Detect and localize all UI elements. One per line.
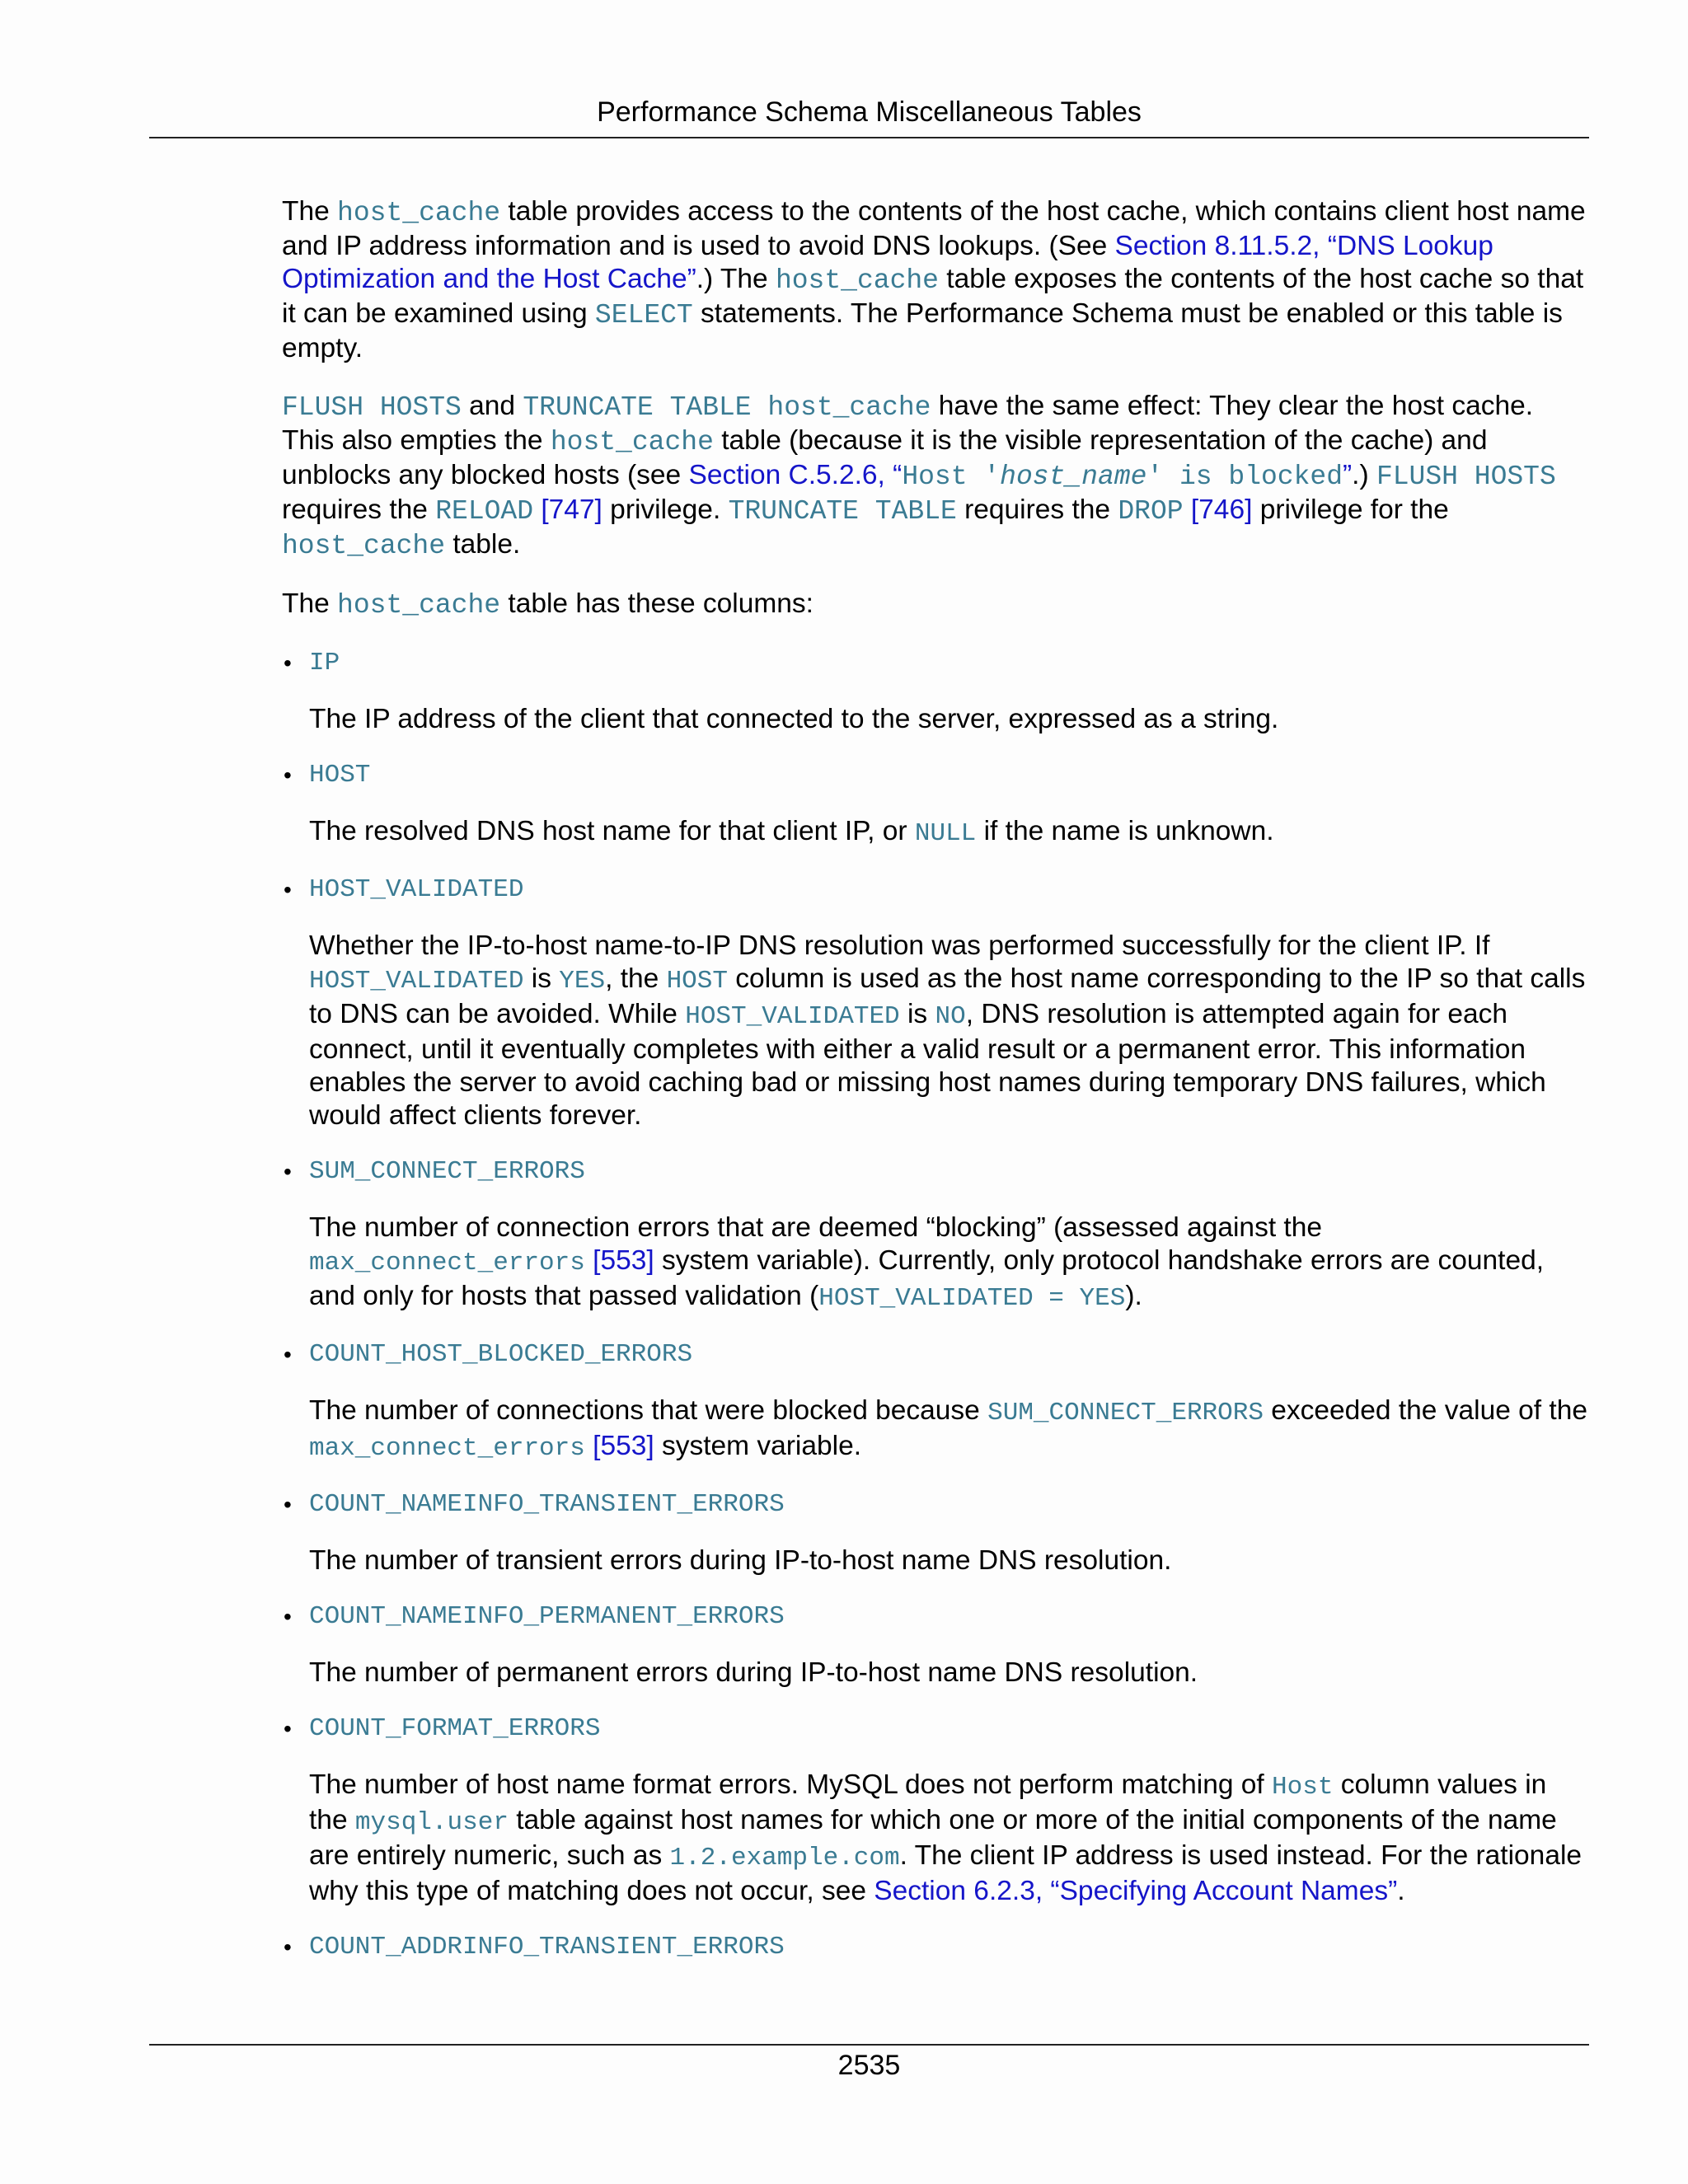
intro-paragraph-1: The host_cache table provides access to the contents of the host cache, which contains client host name and IP address information and is used to avoid DNS lookups. (See Section 8.11.5.2, “DNS Lookup Optimization and the Host Cache”.) The host_cache table exposes the contents of the host cache so that it can be examined using SELECT statements. The Performance Schema must be enabled or this table is empty.	[282, 196, 1586, 363]
list-item-count-nameinfo-transient-errors	[282, 1488, 1592, 1577]
list-item-count-nameinfo-permanent-errors	[282, 1601, 1592, 1690]
header-rule	[149, 137, 1589, 138]
footer-rule	[149, 2044, 1589, 2046]
column-description: The number of transient errors during IP-to-host name DNS resolution.	[309, 1545, 1172, 1576]
column-name: HOST	[309, 761, 371, 790]
code-reload: RELOAD	[435, 496, 534, 527]
code-host-cache: host_cache	[337, 590, 501, 621]
page-number: 2535	[837, 2050, 901, 2081]
code-host-cache: host_cache	[282, 531, 446, 561]
link-specifying-account-names[interactable]: Section 6.2.3, “Specifying Account Names”	[874, 1876, 1398, 1906]
column-description: The number of connection errors that are deemed “blocking” (assessed against the max_connect_errors [553] system variable). Currently, only protocol handshake errors are counted, and only for hosts that passed validation (HOST_VALIDATED = YES).	[309, 1212, 1545, 1313]
list-item-host	[282, 759, 1592, 851]
link-host-blocked-section[interactable]: Section C.5.2.6, “Host 'host_name' is blocked”	[688, 460, 1353, 492]
bullet-icon: •	[284, 1604, 292, 1629]
column-name: COUNT_HOST_BLOCKED_ERRORS	[309, 1340, 693, 1369]
bullet-icon: •	[284, 1342, 292, 1367]
intro-paragraph-2: FLUSH HOSTS and TRUNCATE TABLE host_cache have the same effect: They clear the host cache. This also empties the host_cache table (because it is the visible representation of the cache) and unblocks any blocked hosts (see Section C.5.2.6, “Host 'host_name' is blocked”.) FLUSH HOSTS requires the RELOAD [747] privilege. TRUNCATE TABLE requires the DROP [746] privilege for the host_cache table.	[282, 391, 1556, 561]
column-name: COUNT_ADDRINFO_TRANSIENT_ERRORS	[309, 1933, 785, 1961]
bullet-icon: •	[284, 1716, 292, 1741]
column-description: The IP address of the client that connected to the server, expressed as a string.	[309, 704, 1279, 734]
column-name: IP	[309, 649, 340, 677]
column-description: The number of permanent errors during IP-to-host name DNS resolution.	[309, 1657, 1198, 1688]
list-item-count-addrinfo-transient-errors	[282, 1931, 1592, 1964]
column-description: Whether the IP-to-host name-to-IP DNS resolution was performed successfully for the client IP. If HOST_VALIDATED is YES, the HOST column is used as the host name corresponding to the IP so that calls to DNS can be avoided. While HOST_VALIDATED is NO, DNS resolution is attempted again for each connect, until it eventually completes with either a valid result or a permanent error. This information enables the server to avoid caching bad or missing host names during temporary DNS failures, which would affect clients forever.	[309, 930, 1586, 1131]
code-host-cache: host_cache	[775, 265, 939, 296]
code-select: SELECT	[594, 300, 693, 330]
bullet-icon: •	[284, 877, 292, 902]
link-max-connect-errors[interactable]: [553]	[584, 1431, 654, 1461]
intro-paragraph-3: The host_cache table has these columns:	[282, 588, 814, 621]
column-description: The resolved DNS host name for that client IP, or NULL if the name is unknown.	[309, 816, 1274, 848]
column-name: HOST_VALIDATED	[309, 875, 524, 904]
bullet-icon: •	[284, 1159, 292, 1184]
bullet-icon: •	[284, 1934, 292, 1960]
column-name: COUNT_NAMEINFO_TRANSIENT_ERRORS	[309, 1490, 785, 1519]
column-name: COUNT_NAMEINFO_PERMANENT_ERRORS	[309, 1602, 785, 1631]
page-header-title: Performance Schema Miscellaneous Tables	[597, 96, 1142, 128]
bullet-icon: •	[284, 650, 292, 676]
bullet-icon: •	[284, 762, 292, 788]
code-flush-hosts: FLUSH HOSTS	[282, 392, 462, 423]
bullet-icon: •	[284, 1492, 292, 1517]
link-max-connect-errors[interactable]: [553]	[584, 1245, 654, 1276]
code-host-cache: host_cache	[550, 427, 714, 457]
link-drop-privilege[interactable]: [746]	[1183, 494, 1253, 525]
list-item-count-host-blocked-errors	[282, 1338, 1592, 1465]
column-list	[282, 647, 1592, 1964]
code-flush-hosts: FLUSH HOSTS	[1376, 462, 1556, 492]
column-description: The number of host name format errors. MySQL does not perform matching of Host column values in the mysql.user table against host names for which one or more of the initial components of the name are entirely numeric, such as 1.2.example.com. The client IP address is used instead. For the rationale why this type of matching does not occur, see Section 6.2.3, “Specifying Account Names”.	[309, 1769, 1582, 1906]
link-reload-privilege[interactable]: [747]	[533, 494, 603, 525]
code-truncate-table: TRUNCATE TABLE	[728, 496, 957, 527]
column-description: The number of connections that were blocked because SUM_CONNECT_ERRORS exceeded the value of the max_connect_errors [553] system variable.	[309, 1395, 1587, 1463]
column-name: COUNT_FORMAT_ERRORS	[309, 1714, 601, 1743]
code-host-cache: host_cache	[337, 198, 501, 228]
main-content	[282, 195, 1592, 1987]
code-truncate-table: TRUNCATE TABLE host_cache	[523, 392, 931, 423]
column-name: SUM_CONNECT_ERRORS	[309, 1157, 585, 1186]
list-item-host-validated	[282, 874, 1592, 1132]
list-item-ip	[282, 647, 1592, 736]
code-drop: DROP	[1118, 496, 1184, 527]
link-dns-lookup-section[interactable]: Section 8.11.5.2, “DNS Lookup Optimization and the Host Cache”	[282, 231, 1493, 294]
list-item-count-format-errors	[282, 1713, 1592, 1908]
list-item-sum-connect-errors	[282, 1155, 1592, 1315]
